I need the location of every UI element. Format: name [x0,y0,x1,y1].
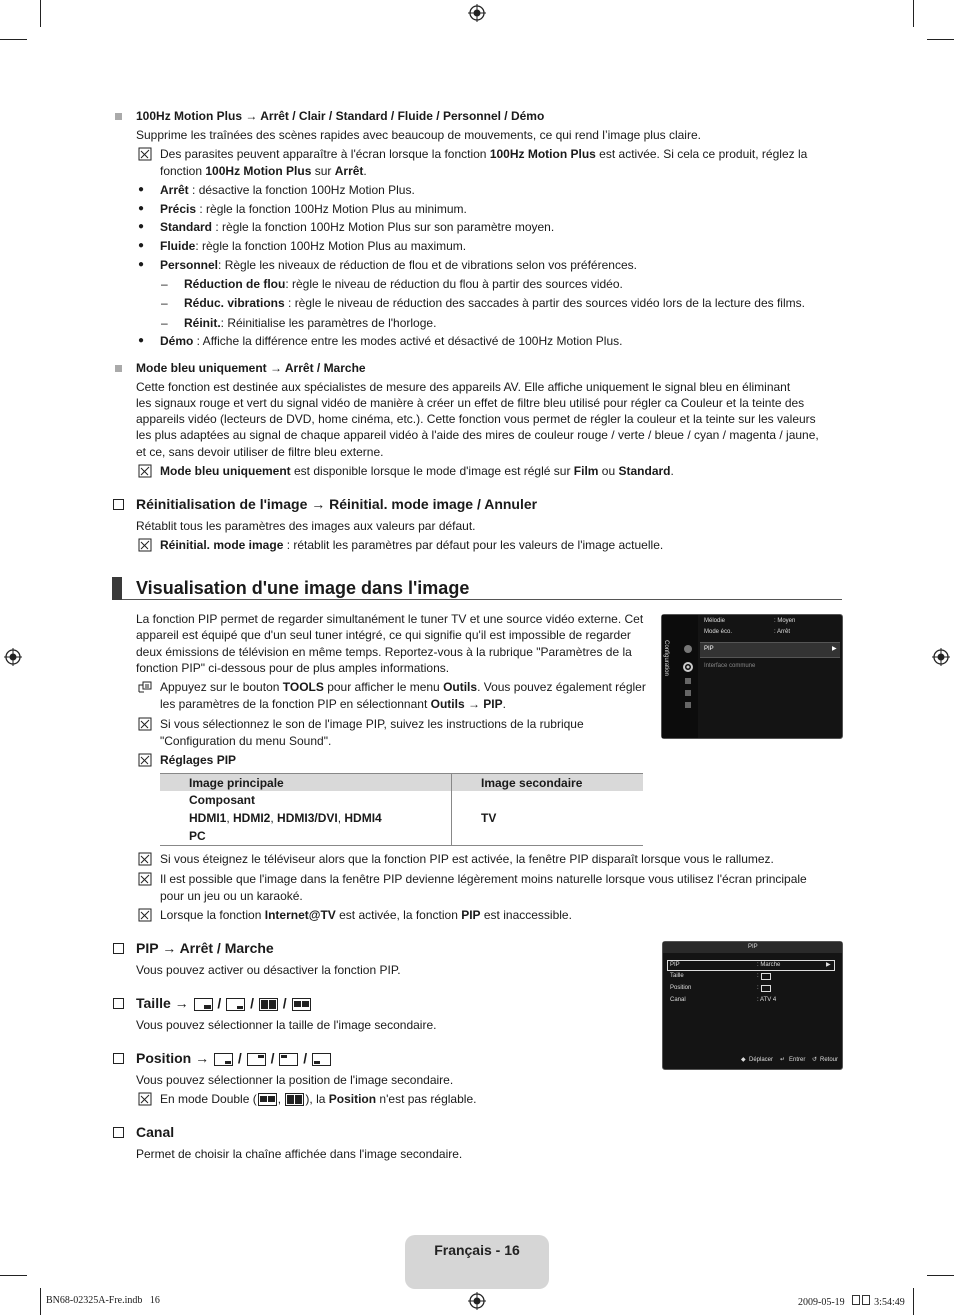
section-title: Visualisation d'une image dans l'image [136,578,470,598]
pip-menu-row-label[interactable]: Taille [670,973,684,979]
motion-plus-note-cont: fonction 100Hz Motion Plus sur Arrêt. [160,164,367,178]
bullet-icon: ● [138,240,145,251]
pip-menu-row-value: : [757,973,759,979]
motion-item-personnel: Personnel: Règle les niveaux de réduction de flou et de vibrations selon vos préférences. [160,258,637,272]
hint-return: Retour [820,1057,839,1063]
motion-item-precis: Précis : règle la fonction 100Hz Motion Plus au minimum. [160,202,467,216]
position-top-right-icon [247,1053,266,1066]
menu-selected-row[interactable] [700,642,840,658]
chevron-right-icon: ▶ [832,646,837,652]
motion-plus-note: Des parasites peuvent apparaître à l'écran lorsque la fonction 100Hz Motion Plus est activée. Si cela ce produit, réglez la [160,147,808,161]
input-icon [684,677,692,685]
gear-icon [682,661,694,673]
motion-subitem-vibrations: Réduc. vibrations : règle le niveau de réduction des saccades à partir des sources vidéo lors de la lecture des films. [184,296,805,310]
pip-note-cont: pour un jeu ou un karaoké. [160,889,303,903]
menu-row-label: Mode éco. [704,629,733,635]
size-small-icon [194,998,213,1011]
registration-mark-icon [932,648,950,666]
reset-note: Réinitial. mode image : rétablit les paramètres par défaut pour les valeurs de l'image actuelle. [160,538,664,552]
pip-menu-screenshot [662,941,843,1070]
glyph-box-icon [852,1295,860,1305]
table-cell-secondary: TV [452,791,644,846]
picture-icon [682,643,694,655]
pip-menu-title: PIP [748,944,758,950]
position-bottom-right-icon [214,1053,233,1066]
pip-position-header: Position → / / / [136,1050,332,1066]
pip-menu-row-label[interactable]: Position [670,985,692,991]
pip-menu-selected-row[interactable] [667,960,835,971]
checkbox-bullet-icon [113,499,124,510]
pip-sound-note: Si vous sélectionnez le son de l'image PIP, suivez les instructions de la rubrique [160,717,584,731]
pip-note: Il est possible que l'image dans la fenêtre PIP devienne légèrement moins naturelle lorsque vous utilisez l'écran principale [160,872,807,886]
double-wide-icon [292,998,311,1011]
motion-subitem-flou: Réduction de flou: règle le niveau de réduction du flou à partir des sources vidéo. [184,277,623,291]
crop-mark [927,39,954,40]
pip-menu-row-value: : [757,985,759,991]
crop-mark [40,0,41,27]
checkbox-bullet-icon [113,1127,124,1138]
menu-row-label[interactable]: Interface commune [704,663,756,669]
pip-size-header: Taille → / / / [136,995,312,1011]
size-large-icon [226,998,245,1011]
crop-mark [0,1275,27,1276]
hint-enter: Entrer [789,1057,806,1063]
blue-mode-line: les signaux rouge et vert du signal vidéo de manière à créer un effet de filtre bleu utilisé pour régler ca Couleur et la teinte des [136,396,805,410]
section-marker [112,577,122,600]
blue-mode-line: et ce, sans devoir utiliser de filtre bleu externe. [136,445,384,459]
menu-row-label: Mélodie [704,618,726,624]
size-small-icon [761,973,771,980]
motion-subitem-reinit: Réinit.: Réinitialise les paramètres de l'horloge. [184,316,437,330]
tools-icon [138,680,152,694]
gray-square-bullet-icon [115,113,122,120]
pip-menu-row-label[interactable]: PIP [670,962,680,968]
motion-item-fluide: Fluide: règle la fonction 100Hz Motion Plus au maximum. [160,239,467,253]
pip-canal-desc: Permet de choisir la chaîne affichée dans l'image secondaire. [136,1147,463,1161]
pip-intro-line: appareil est équipé que d'un seul tuner intégré, ce qui signifie qu'il est impossible de regarder [136,628,631,642]
dash-bullet: – [161,277,168,291]
bullet-icon: ● [138,203,145,214]
dash-bullet: – [161,316,168,330]
checkbox-bullet-icon [113,943,124,954]
move-icon: ◆ [741,1057,746,1063]
blue-mode-line: les plus adaptées au signal de chaque appareil vidéo à l'aide des mires de couleur rouge / verte / bleue / cyan / magenta / jaune, [136,428,819,442]
double-wide-icon [285,1093,304,1106]
crop-mark [927,1275,954,1276]
glyph-box-icon [862,1295,870,1305]
blue-mode-line: appareils vidéo (lecteurs de DVD, home cinéma, etc.). Cette fonction vous permet de régler la couleur et la teinte sur les valeurs [136,412,816,426]
note-icon [138,717,152,731]
pip-intro-line: La fonction PIP permet de regarder simultanément le tuner TV et une source vidéo externe. Cet [136,612,644,626]
bullet-icon: ● [138,259,145,270]
tv-menu-screenshot [661,614,843,739]
note-icon [138,464,152,478]
table-cell-main: Composant HDMI1, HDMI2, HDMI3/DVI, HDMI4 PC [160,791,452,846]
pip-sound-note-cont: "Configuration du menu Sound". [160,734,332,748]
pip-menu-row-value: : ATV 4 [757,997,777,1003]
blue-mode-line: Cette fonction est destinée aux spécialistes de mesure des appareils AV. Elle affiche uniquement le signal bleu en éliminant [136,380,791,394]
double-tall-icon [259,998,278,1011]
blue-mode-header: Mode bleu uniquement → Arrêt / Marche [136,361,366,375]
note-icon [138,908,152,922]
blue-mode-note: Mode bleu uniquement est disponible lorsque le mode d'image est réglé sur Film ou Standard. [160,464,674,478]
registration-mark-icon [468,4,486,22]
pip-tools-note: Appuyez sur le bouton TOOLS pour afficher le menu Outils. Vous pouvez également régler [160,680,646,694]
crop-mark [913,0,914,27]
pip-onoff-desc: Vous pouvez activer ou désactiver la fonction PIP. [136,963,401,977]
table-header-secondary: Image secondaire [452,774,644,792]
menu-row-value: : Arrêt [774,629,791,635]
chevron-right-icon: ▶ [826,962,831,968]
pip-double-note: En mode Double ( , ), la Position n'est pas réglable. [160,1092,477,1106]
bullet-icon: ● [138,184,145,195]
crop-mark [913,1288,914,1315]
table-row [160,791,643,846]
reset-desc: Rétablit tous les paramètres des images aux valeurs par défaut. [136,519,476,533]
menu-side-label: Configuration [662,640,669,676]
gray-square-bullet-icon [115,365,122,372]
menu-row-value: : Moyen [774,618,796,624]
table-header-main: Image principale [160,774,452,792]
position-bottom-left-icon [312,1053,331,1066]
pip-settings-label: Réglages PIP [160,753,237,767]
motion-plus-header: 100Hz Motion Plus → Arrêt / Clair / Standard / Fluide / Personnel / Démo [136,109,545,123]
pip-canal-header: Canal [136,1124,175,1140]
pip-position-desc: Vous pouvez sélectionner la position de l'image secondaire. [136,1073,454,1087]
position-bottom-right-icon [761,985,771,992]
crop-mark [40,1288,41,1315]
pip-internet-note: Lorsque la fonction Internet@TV est activée, la fonction PIP est inaccessible. [160,908,572,922]
registration-mark-icon [4,648,22,666]
footer-file: BN68-02325A-Fre.indb 16 [46,1295,160,1306]
pip-note: Si vous éteignez le téléviseur alors que la fonction PIP est activée, la fenêtre PIP disparaît lorsque vous le rallumez. [160,852,774,866]
position-top-left-icon [279,1053,298,1066]
footer-date: 2009-05-19 3:54:49 [798,1297,905,1308]
return-icon: ↺ [812,1057,818,1063]
note-icon [138,872,152,886]
double-tall-icon [258,1093,277,1106]
note-icon [138,753,152,767]
support-icon [684,701,692,709]
bullet-icon: ● [138,335,145,346]
menu-selected-label[interactable]: PIP [704,646,714,652]
motion-plus-desc: Supprime les traînées des scènes rapides avec beaucoup de mouvements, ce qui rend l’image plus claire. [136,128,701,142]
section-rule [122,599,842,600]
hint-move: Déplacer [749,1057,774,1063]
pip-tools-note-cont: les paramètres de la fonction PIP en sélectionnant Outils → PIP. [160,697,506,711]
registration-mark-icon [468,1292,486,1310]
note-icon [138,852,152,866]
page-number: Français - 16 [434,1242,520,1258]
checkbox-bullet-icon [113,998,124,1009]
motion-item-arret: Arrêt : désactive la fonction 100Hz Motion Plus. [160,183,415,197]
note-icon [138,1092,152,1106]
app-icon [684,689,692,697]
note-icon [138,538,152,552]
note-icon [138,147,152,161]
crop-mark [0,39,27,40]
motion-item-demo: Démo : Affiche la différence entre les modes activé et désactivé de 100Hz Motion Plus. [160,334,623,348]
pip-intro-line: fonction PIP" ci-dessous pour de plus amples informations. [136,661,450,675]
dash-bullet: – [161,296,168,310]
reset-header: Réinitialisation de l'image → Réinitial. mode image / Annuler [136,496,538,512]
pip-onoff-header: PIP → Arrêt / Marche [136,940,274,956]
pip-menu-row-label[interactable]: Canal [670,997,686,1003]
checkbox-bullet-icon [113,1053,124,1064]
pip-size-desc: Vous pouvez sélectionner la taille de l'image secondaire. [136,1018,437,1032]
enter-icon: ↵ [780,1057,786,1063]
pip-intro-line: deux émissions de télévision en même temps. Reportez-vous à la rubrique "Paramètres de la [136,645,632,659]
motion-item-standard: Standard : règle la fonction 100Hz Motion Plus sur son paramètre moyen. [160,220,555,234]
bullet-icon: ● [138,221,145,232]
pip-settings-table [160,773,643,846]
pip-menu-row-value[interactable]: : Marche [757,962,781,968]
